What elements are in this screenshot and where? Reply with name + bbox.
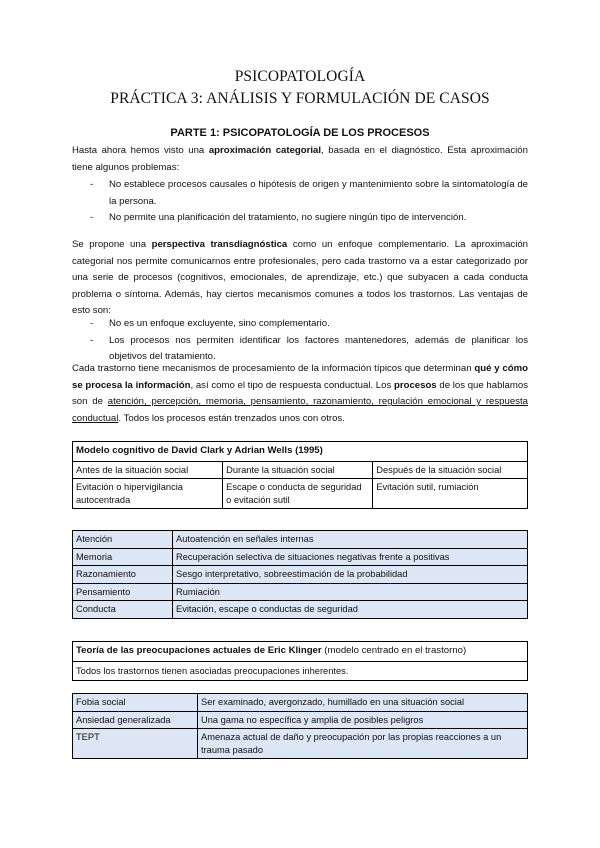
table-cell-label: Conducta	[73, 601, 173, 619]
disorders-table	[72, 693, 528, 759]
table-cell: Rumiación	[173, 583, 528, 601]
table-cell: Evitación, escape o conductas de seguridad	[173, 601, 528, 619]
table-row	[73, 711, 528, 729]
table-cell-label: TEPT	[73, 729, 198, 759]
document-title: PSICOPATOLOGÍA	[234, 68, 366, 85]
table-row	[73, 729, 528, 759]
table-cell: Sesgo interpretativo, sobreestimación de la probabilidad	[173, 566, 528, 584]
clark-table-title: Modelo cognitivo de David Clark y Adrian Wells (1995)	[73, 442, 528, 462]
problems-list	[72, 177, 528, 227]
list-item: - No permite una planificación del tratamiento, no sugiere ningún tipo de intervención.	[72, 210, 528, 227]
advantages-list	[72, 316, 528, 366]
klinger-table	[72, 641, 528, 681]
table-cell-label: Razonamiento	[73, 566, 173, 584]
closing-paragraph: Cada trastorno tiene mecanismos de procesamiento de la información típicos que determinan qué y cómo se procesa la información, así como el tipo de respuesta conductual. Los procesos de los que hablamos son de atención, percepción, memoria, pensamiento, razonamiento, regulación emocional y respuesta conductual. Todos los procesos están trenzados unos con otros.	[72, 363, 528, 424]
table-cell: Recuperación selectiva de situaciones negativas frente a positivas	[173, 548, 528, 566]
section-heading: PARTE 1: PSICOPATOLOGÍA DE LOS PROCESOS	[170, 127, 430, 139]
table-header-before: Antes de la situación social	[73, 461, 223, 479]
table-row	[73, 601, 528, 619]
table-cell: Ser examinado, avergonzado, humillado en una situación social	[198, 694, 528, 712]
table-row	[73, 583, 528, 601]
table-cell: Evitación sutil, rumiación	[373, 479, 528, 509]
table-cell-label: Pensamiento	[73, 583, 173, 601]
document-subtitle: PRÁCTICA 3: ANÁLISIS Y FORMULACIÓN DE CASOS	[110, 90, 490, 107]
table-header-after: Después de la situación social	[373, 461, 528, 479]
table-row	[73, 566, 528, 584]
clark-wells-table	[72, 441, 528, 509]
table-cell: Una gama no específica y amplia de posibles peligros	[198, 711, 528, 729]
list-item: - No es un enfoque excluyente, sino complementario.	[72, 316, 528, 333]
processes-table	[72, 530, 528, 619]
table-cell-label: Fobia social	[73, 694, 198, 712]
table-header-during: Durante la situación social	[223, 461, 373, 479]
intro-paragraph: Hasta ahora hemos visto una aproximación categorial, basada en el diagnóstico. Esta aproximación tiene algunos problemas:	[72, 145, 528, 173]
table-cell: Amenaza actual de daño y preocupación por las propias reacciones a un trauma pasado	[198, 729, 528, 759]
table-cell: Todos los trastornos tienen asociadas preocupaciones inherentes.	[73, 661, 528, 681]
table-row	[73, 694, 528, 712]
list-item: - Los procesos nos permiten identificar los factores mantenedores, además de planificar los objetivos del tratamiento.	[72, 333, 528, 366]
table-row	[73, 531, 528, 549]
klinger-table-title: Teoría de las preocupaciones actuales de Eric Klinger (modelo centrado en el trastorno)	[73, 642, 528, 662]
list-item: - No establece procesos causales o hipótesis de origen y mantenimiento sobre la sintomatología de la persona.	[72, 177, 528, 210]
table-cell: Autoatención en señales internas	[173, 531, 528, 549]
table-cell: Evitación o hipervigilancia autocentrada	[73, 479, 223, 509]
table-cell-label: Memoria	[73, 548, 173, 566]
table-cell-label: Atención	[73, 531, 173, 549]
table-cell: Escape o conducta de seguridad o evitación sutil	[223, 479, 373, 509]
table-cell-label: Ansiedad generalizada	[73, 711, 198, 729]
proposal-paragraph: Se propone una perspectiva transdiagnóstica como un enfoque complementario. La aproximación categorial nos permite comunicarnos entre profesionales, pero cada trastorno va a estar categorizado por una serie de procesos (cognitivos, emocionales, de aprendizaje, etc.) que subyacen a cada conducta problema o síntoma. Además, hay ciertos mecanismos comunes a todos los trastornos. Las ventajas de esto son:	[72, 239, 529, 317]
table-row	[73, 548, 528, 566]
